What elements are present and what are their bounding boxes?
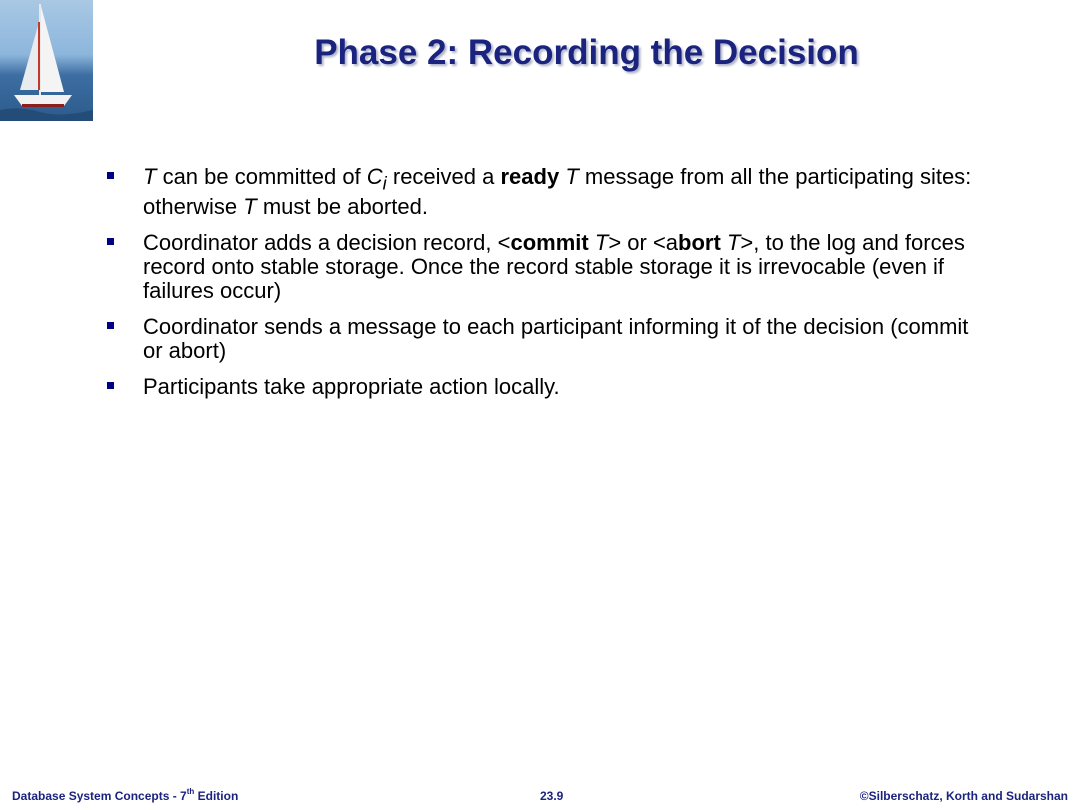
footer-copyright: ©Silberschatz, Korth and Sudarshan [859,789,1068,803]
footer-page-number: 23.9 [540,789,564,803]
bullet-marker-icon [107,382,114,389]
sailboat-logo [0,0,93,121]
bullet-marker-icon [107,172,114,179]
bullet-marker-icon [107,238,114,245]
bullet-item: Coordinator sends a message to each participant informing it of the decision (commit or abort) [105,315,985,363]
footer-book-title: Database System Concepts - 7th Edition [12,787,239,803]
bullet-item: Coordinator adds a decision record, <commit T> or <abort T>, to the log and forces record onto stable storage. Once the record stable storage it is irrevocable (even if failures occur) [105,231,985,303]
bullet-item: T can be committed of $C_i$ received a ready T message from all the participating sites: otherwise T must be aborted. [105,165,985,219]
sailboat-icon [0,0,93,121]
bullet-marker-icon [107,322,114,329]
bullet-list [105,165,985,411]
slide-title: Phase 2: Recording the Decision [314,33,859,72]
bullet-item: Participants take appropriate action locally. [105,375,985,399]
